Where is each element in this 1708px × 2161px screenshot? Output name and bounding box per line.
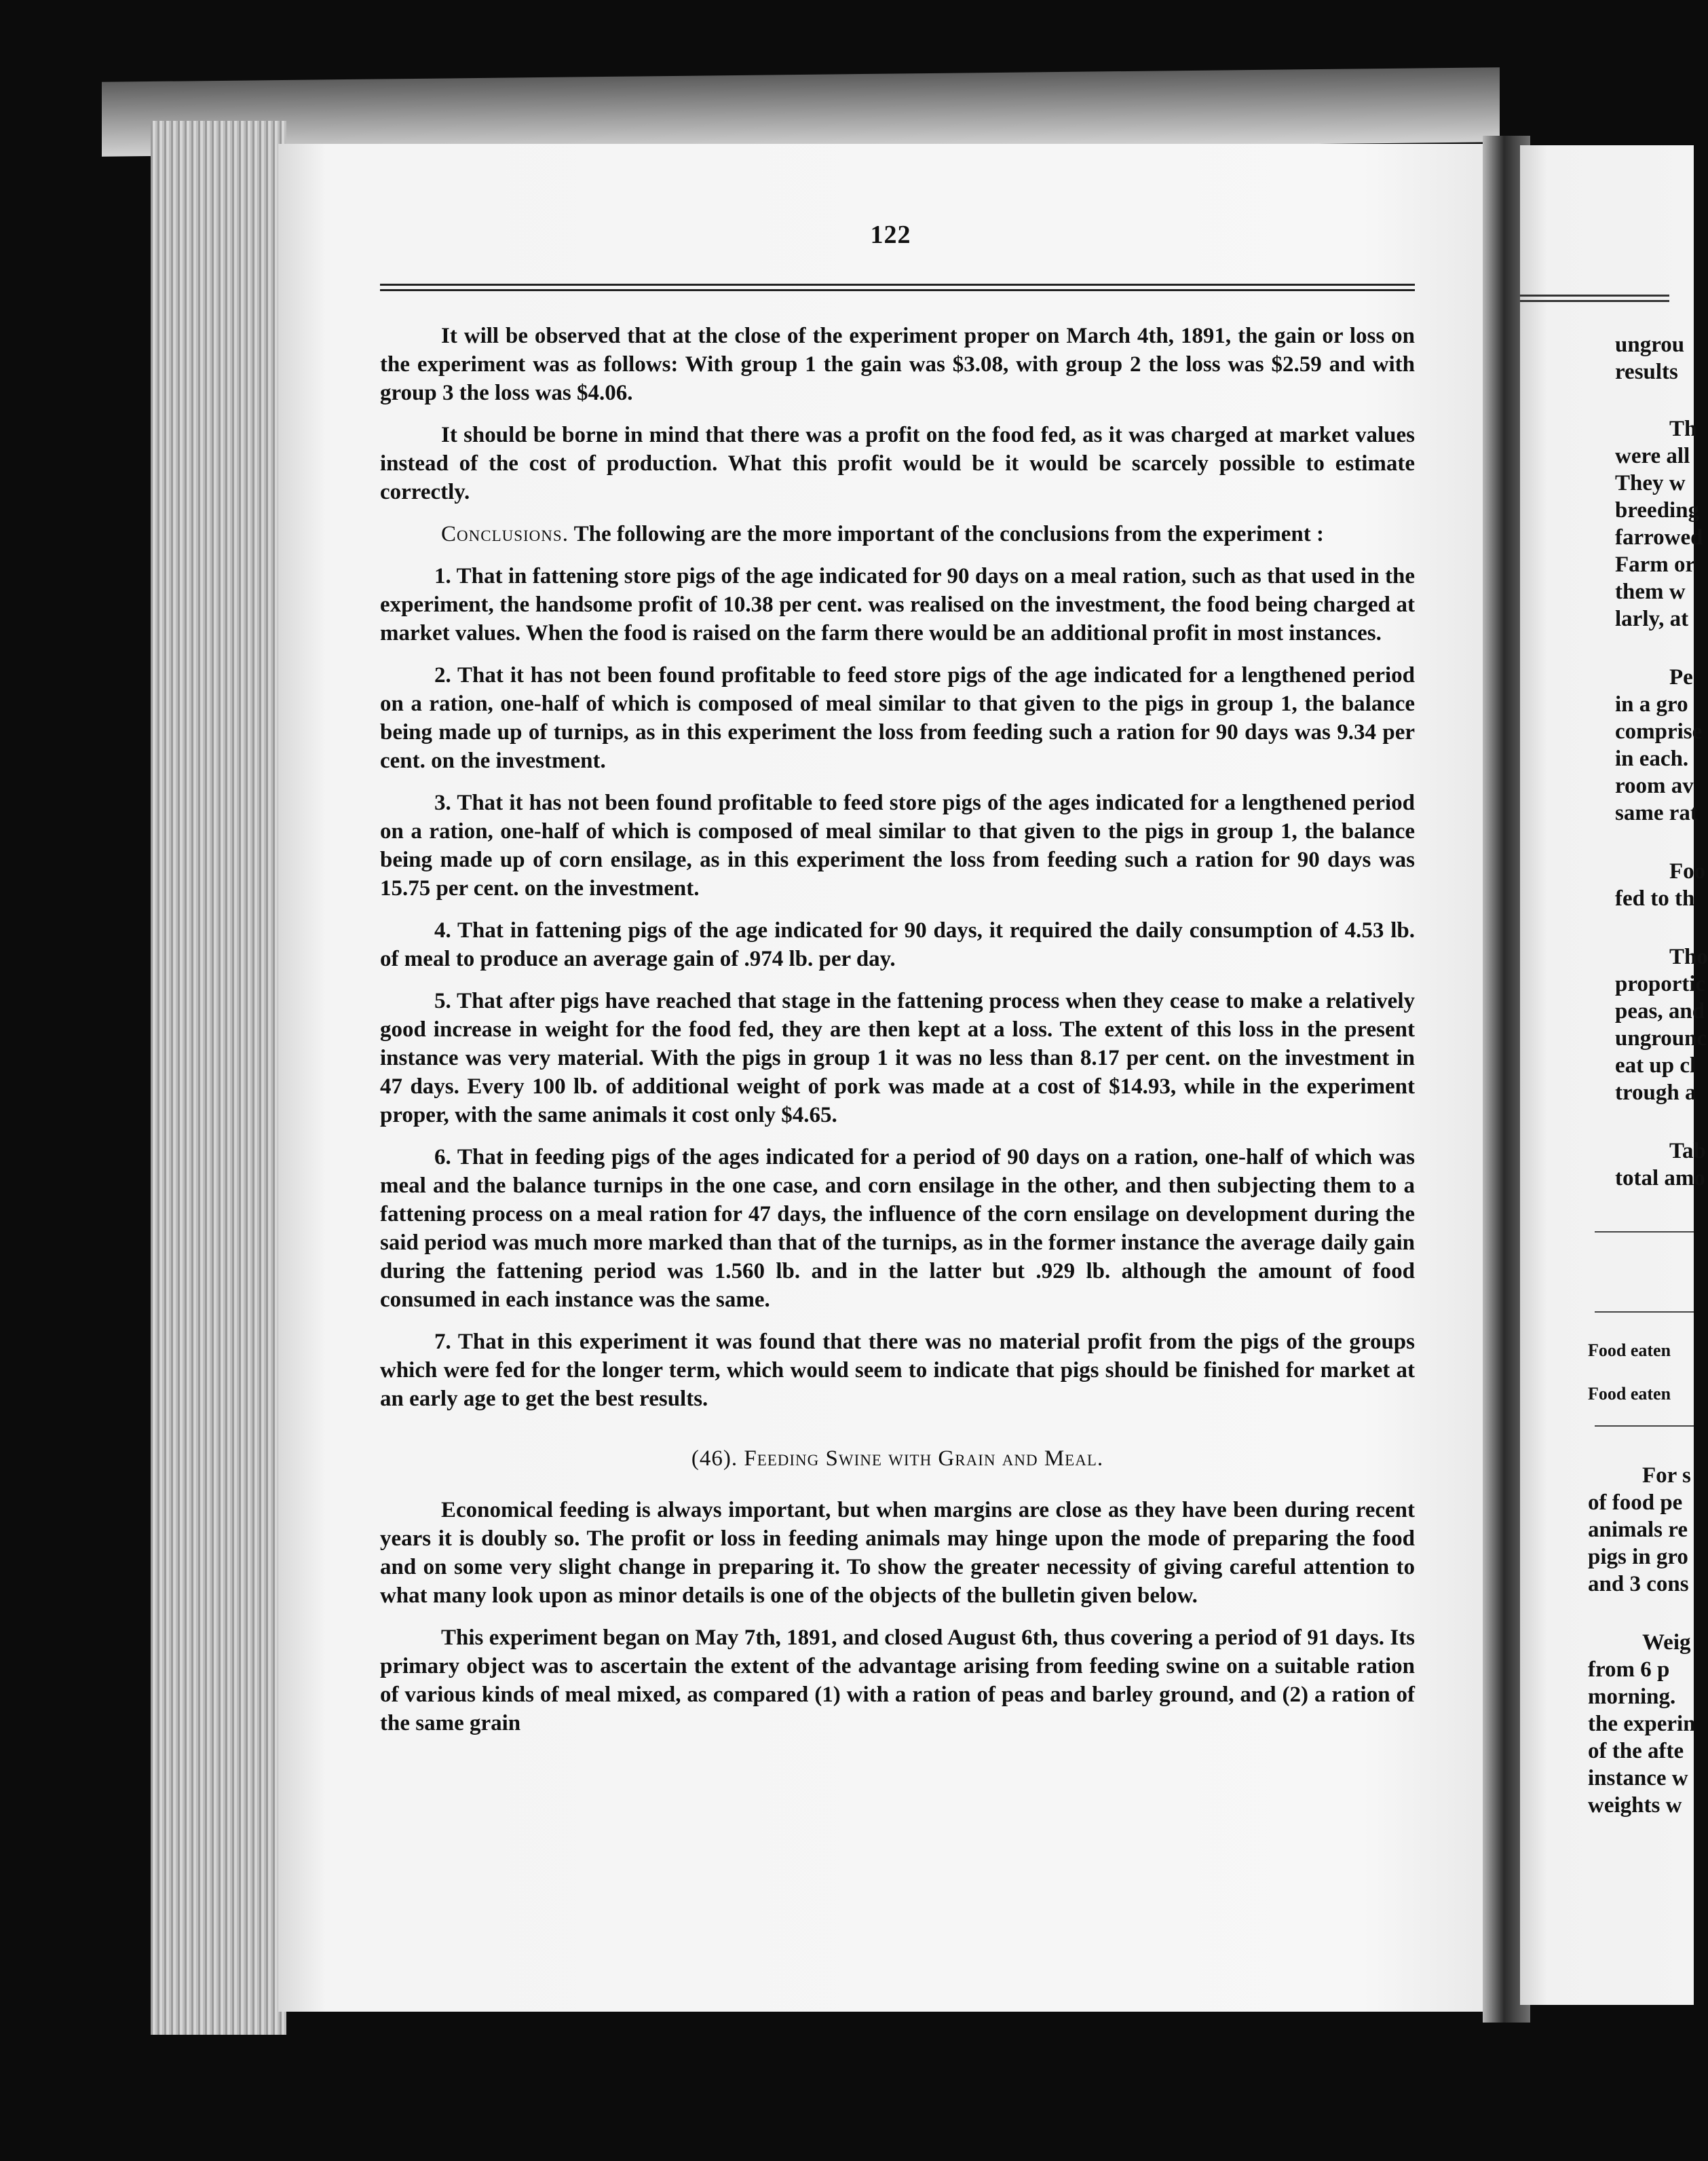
header-rule: [380, 284, 1415, 286]
right-page-line: peas, and: [1615, 999, 1705, 1023]
right-page-line: instance w: [1588, 1766, 1688, 1790]
right-page-line: the experin: [1588, 1712, 1696, 1736]
right-page-fragment: [1520, 145, 1708, 2005]
page-number: 122: [870, 221, 911, 249]
paragraph: This experiment began on May 7th, 1891, and closed August 6th, thus covering a period of 91 days. Its primary object was to ascertain the extent of the advantage arising from feeding swine on a suitable ration of various kinds of meal mixed, as compared (1) with a ration of peas and barley ground, and (2) a ration of the same grain: [380, 1626, 1415, 1735]
right-page-line: same rat: [1615, 801, 1698, 825]
right-page-line: from 6 p: [1588, 1657, 1670, 1682]
right-page-line: of the afte: [1588, 1739, 1684, 1763]
right-page-line: Th: [1669, 417, 1697, 441]
right-page-line: trough a: [1615, 1080, 1696, 1105]
conclusions-intro-text: The following are the more important of the conclusions from the experiment :: [573, 522, 1324, 546]
right-page-line: ungrou: [1615, 333, 1685, 357]
right-page-line: eat up cl: [1615, 1053, 1696, 1078]
table-rule: [1595, 1231, 1694, 1233]
right-page-line: and 3 cons: [1588, 1572, 1689, 1596]
right-page-line: fed to th: [1615, 886, 1695, 911]
conclusion-item: 7. That in this experiment it was found that there was no material profit from the pigs of the groups which were fed for the longer term, which would seem to indicate that pigs should be finished for market at an early age to get the best results.: [380, 1330, 1415, 1411]
right-page-line: of food pe: [1588, 1490, 1683, 1515]
header-rule: [380, 289, 1415, 291]
right-page-line: For s: [1642, 1463, 1691, 1488]
header-rule: [1520, 300, 1669, 302]
table-row-label: Food eaten: [1588, 1340, 1671, 1360]
section-heading: (46). Feeding Swine with Grain and Meal.: [691, 1446, 1104, 1471]
right-page-line: Foo: [1669, 859, 1706, 884]
right-page-line: ungrounc: [1615, 1026, 1707, 1051]
conclusions-intro: [380, 520, 1415, 548]
right-page-line: breeding: [1615, 498, 1700, 523]
conclusion-item: 6. That in feeding pigs of the ages indicated for a period of 90 days on a ration, one-half of which was meal and the balance turnips in the one case, and corn ensilage in the other, and then subjecting them to a fattening process on a meal ration for 47 days, the influence of the corn ensilage on development during the said period was much more marked than that of the turnips, as in the former instance the average daily gain during the fattening period was 1.560 lb. and in the latter but .929 lb. although the amount of food consumed in each instance was the same.: [380, 1145, 1415, 1312]
right-page-line: room av: [1615, 774, 1694, 798]
right-page-line: Farm or: [1615, 552, 1696, 577]
right-page-line: comprise: [1615, 719, 1703, 744]
right-page-line: animals re: [1588, 1518, 1688, 1542]
right-page-line: Tho: [1669, 945, 1708, 969]
conclusion-item: 1. That in fattening store pigs of the age indicated for 90 days on a meal ration, such as that used in the experiment, the handsome profit of 10.38 per cent. was realised on the investment, the food being charged at market values. When the food is raised on the farm there would be an additional profit in most instances.: [380, 564, 1415, 645]
header-rule: [1520, 295, 1669, 297]
paragraph: It will be observed that at the close of the experiment proper on March 4th, 1891, the gain or loss on the experiment was as follows: With group 1 the gain was $3.08, with group 2 the loss was $2.59 and with group 3 the loss was $4.06.: [380, 324, 1415, 405]
left-page: [278, 144, 1503, 2012]
right-page-line: Tab: [1669, 1139, 1706, 1163]
right-page-line: were all: [1615, 444, 1690, 468]
conclusion-item: 3. That it has not been found profitable to feed store pigs of the ages indicated for a lengthened period on a ration, one-half of which is composed of meal similar to that given to the pigs in group 1, the balance being made up of corn ensilage, as in this experiment the loss from feeding such a ration for 90 days was 15.75 per cent. on the investment.: [380, 791, 1415, 901]
paragraph: It should be borne in mind that there was a profit on the food fed, as it was charged at market values instead of the cost of production. What this profit would be it would be scarcely possible to estimate correctly.: [380, 423, 1415, 504]
table-rule: [1595, 1425, 1694, 1427]
right-page-line: Pe: [1669, 665, 1693, 690]
right-page-line: total amo: [1615, 1166, 1705, 1190]
right-page-line: weights w: [1588, 1793, 1682, 1818]
paragraph: Economical feeding is always important, but when margins are close as they have been during recent years it is doubly so. The profit or loss in feeding animals may hinge upon the mode of preparing the food and on some very slight change in preparing it. To show the greater necessity of giving careful attention to what many look upon as minor details is one of the objects of the bulletin given below.: [380, 1498, 1415, 1608]
right-page-line: results: [1615, 360, 1678, 384]
right-page-line: morning.: [1588, 1685, 1676, 1709]
table-rule: [1595, 1311, 1694, 1313]
page-edges: [151, 121, 286, 2035]
right-page-line: proportic: [1615, 972, 1706, 996]
right-page-line: farrowed: [1615, 525, 1703, 550]
conclusions-label: Conclusions.: [441, 522, 569, 546]
right-page-line: them w: [1615, 580, 1686, 604]
right-page-line: They w: [1615, 471, 1686, 495]
conclusion-item: 4. That in fattening pigs of the age indicated for 90 days, it required the daily consumption of 4.53 lb. of meal to produce an average gain of .974 lb. per day.: [380, 918, 1415, 971]
right-page-line: in a gro: [1615, 692, 1688, 717]
conclusion-item: 2. That it has not been found profitable to feed store pigs of the age indicated for a lengthened period on a ration, one-half of which is composed of meal similar to that given to the pigs in group 1, the balance being made up of turnips, as in this experiment the loss from feeding such a ration for 90 days was 9.34 per cent. on the investment.: [380, 663, 1415, 773]
right-page-line: pigs in gro: [1588, 1545, 1688, 1569]
right-page-line: in each.: [1615, 747, 1689, 771]
right-page-line: Weig: [1642, 1630, 1691, 1655]
conclusion-item: 5. That after pigs have reached that stage in the fattening process when they cease to make a relatively good increase in weight for the food fed, they are then kept at a loss. The extent of this loss in the present instance was very material. With the pigs in group 1 it was no less than 8.17 per cent. on the investment in 47 days. Every 100 lb. of additional weight of pork was made at a cost of $14.93, while in the experiment proper, with the same animals it cost only $4.65.: [380, 989, 1415, 1127]
table-row-label: Food eaten: [1588, 1384, 1671, 1404]
right-page-line: larly, at: [1615, 607, 1689, 631]
body-text: [380, 322, 1415, 1751]
